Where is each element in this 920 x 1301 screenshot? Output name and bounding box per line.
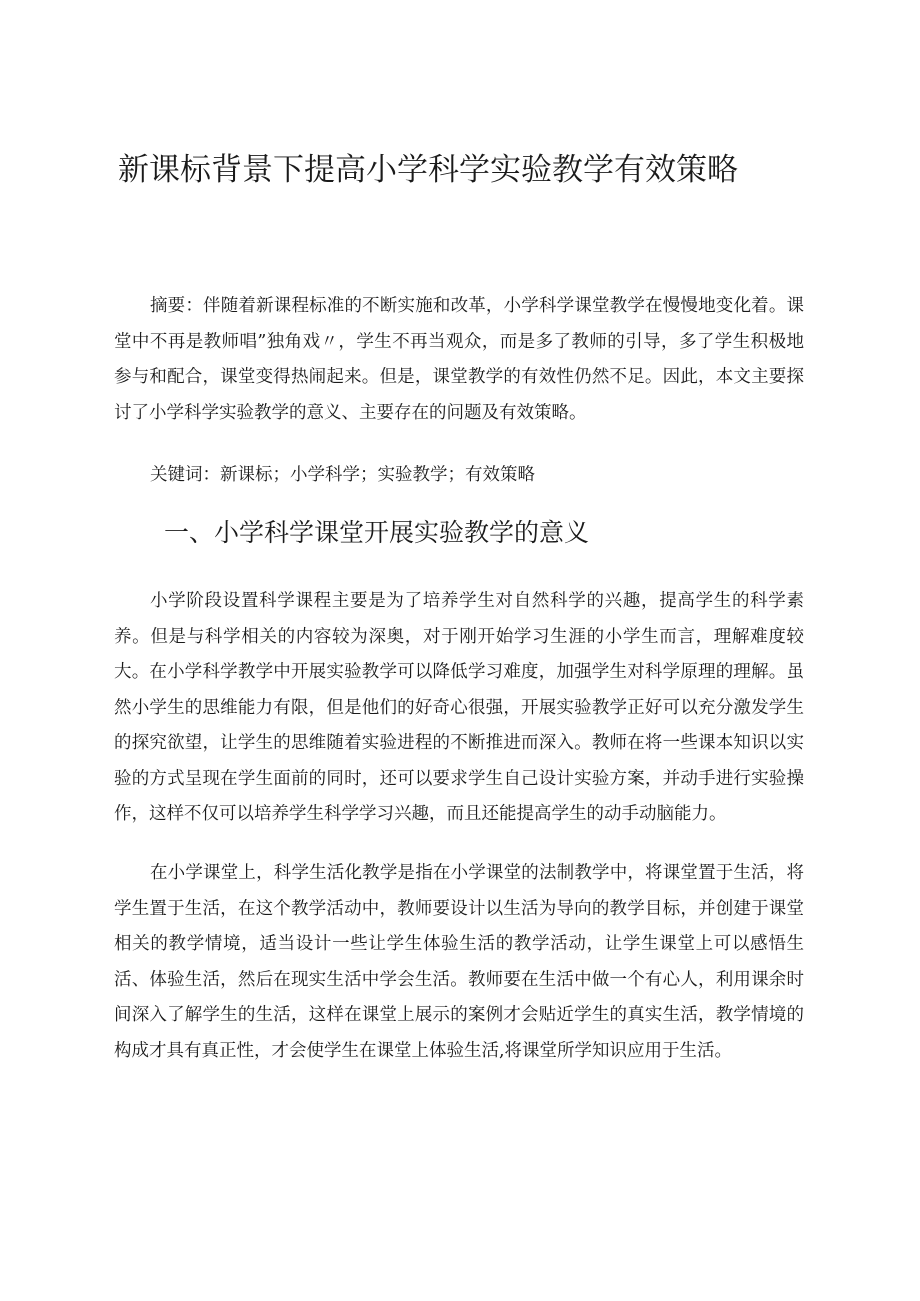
body-paragraph: 小学阶段设置科学课程主要是为了培养学生对自然科学的兴趣，提高学生的科学素养。但是与科学相关的内容较为深奥，对于刚开始学习生涯的小学生而言，理解难度较大。在小学科学教学中开展实验教学可以降低学习难度，加强学生对科学原理的理解。虽然小学生的思维能力有限，但是他们的好奇心很强，开展实验教学正好可以充分激发学生的探究欲望，让学生的思维随着实验进程的不断推进而深入。教师在将一些课本知识以实验的方式呈现在学生面前的同时，还可以要求学生自己设计实验方案，并动手进行实验操作，这样不仅可以培养学生科学学习兴趣，而且还能提高学生的动手动脑能力。 bbox=[114, 591, 804, 824]
body-paragraph: 在小学课堂上，科学生活化教学是指在小学课堂的法制教学中，将课堂置于生活，将学生置于生活，在这个教学活动中，教师要设计以生活为导向的教学目标，并创建于课堂相关的教学情境，适当设计一些让学生体验生活的教学活动，让学生课堂上可以感悟生活、体验生活，然后在现实生活中学会生活。教师要在生活中做一个有心人，利用课余时间深入了解学生的生活，这样在课堂上展示的案例才会贴近学生的真实生活，教学情境的构成才具有真正性，才会使学生在课堂上体验生活,将课堂所学知识应用于生活。 bbox=[114, 863, 804, 1061]
keywords-line: 关键词：新课标；小学科学；实验教学；有效策略 bbox=[150, 465, 535, 485]
abstract-paragraph: 摘要：伴随着新课程标准的不断实施和改革，小学科学课堂教学在慢慢地变化着。课堂中不再是教师唱”独角戏〃，学生不再当观众，而是多了教师的引导，多了学生积极地参与和配合，课堂变得热闹起来。但是，课堂教学的有效性仍然不足。因此，本文主要探讨了小学科学实验教学的意义、主要存在的问题及有效策略。 bbox=[114, 296, 804, 423]
section-heading: 一、小学科学课堂开展实验教学的意义 bbox=[164, 518, 590, 547]
document-title: 新课标背景下提高小学科学实验教学有效策略 bbox=[118, 152, 738, 188]
